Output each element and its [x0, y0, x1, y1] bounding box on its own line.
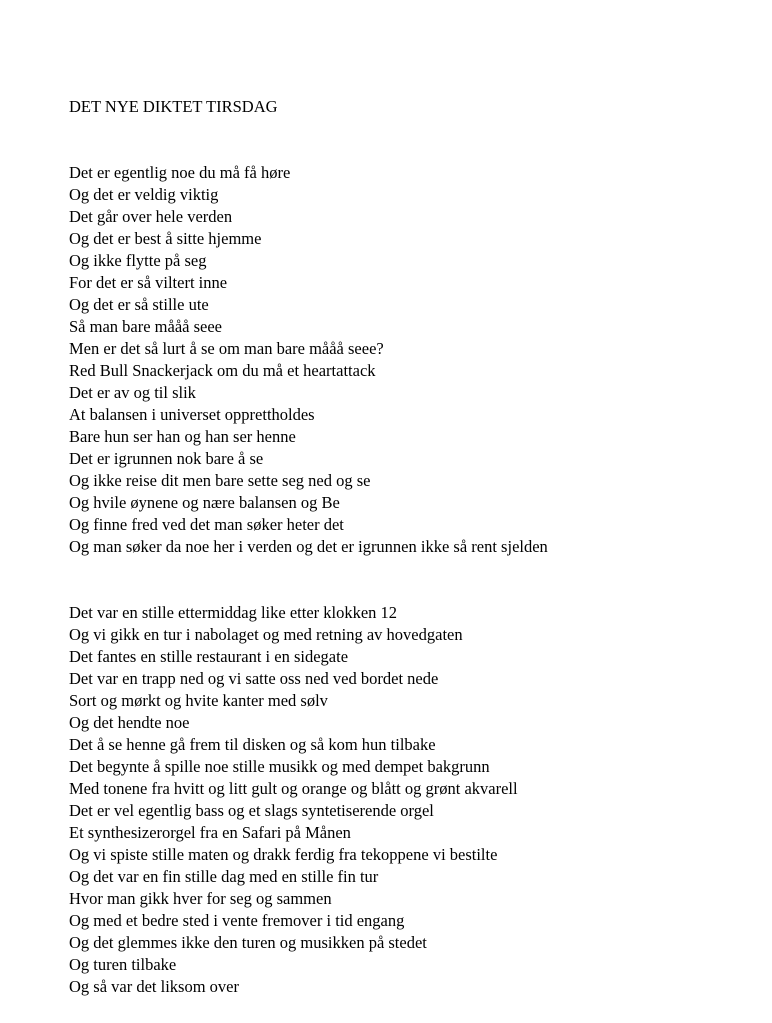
- poem-line: Og det glemmes ikke den turen og musikken på stedet: [69, 933, 427, 952]
- poem-line: Det går over hele verden: [69, 207, 233, 226]
- poem-line: Og det var en fin stille dag med en stille fin tur: [69, 867, 379, 886]
- poem-line: Og finne fred ved det man søker heter det: [69, 515, 344, 534]
- poem-line: Og med et bedre sted i vente fremover i tid engang: [69, 911, 405, 930]
- poem-line: Det var en trapp ned og vi satte oss ned ved bordet nede: [69, 669, 439, 688]
- poem-line: Sort og mørkt og hvite kanter med sølv: [69, 691, 328, 710]
- poem-title: DET NYE DIKTET TIRSDAG: [69, 97, 278, 116]
- stanza-1: [69, 162, 548, 558]
- poem-line: Hvor man gikk hver for seg og sammen: [69, 889, 332, 908]
- poem-line: Det er egentlig noe du må få høre: [69, 163, 291, 182]
- poem-line: Bare hun ser han og han ser henne: [69, 427, 296, 446]
- poem-line: Og så var det liksom over: [69, 977, 240, 996]
- poem-line: Og hvile øynene og nære balansen og Be: [69, 493, 340, 512]
- poem-line: Og ikke reise dit men bare sette seg ned og se: [69, 471, 371, 490]
- poem-line: Med tonene fra hvitt og litt gult og orange og blått og grønt akvarell: [69, 779, 518, 798]
- poem-line: Og vi gikk en tur i nabolaget og med retning av hovedgaten: [69, 625, 463, 644]
- poem-line: Og vi spiste stille maten og drakk ferdig fra tekoppene vi bestilte: [69, 845, 498, 864]
- poem-line: Og turen tilbake: [69, 955, 177, 974]
- stanza-2: [69, 602, 518, 998]
- poem-line: Det er av og til slik: [69, 383, 196, 402]
- poem-line: Det å se henne gå frem til disken og så kom hun tilbake: [69, 735, 436, 754]
- poem-line: Og det er så stille ute: [69, 295, 209, 314]
- poem-line: Det var en stille ettermiddag like etter klokken 12: [69, 603, 398, 622]
- poem-line: Det fantes en stille restaurant i en sidegate: [69, 647, 349, 666]
- poem-line: Og ikke flytte på seg: [69, 251, 207, 270]
- poem-line: Et synthesizerorgel fra en Safari på Månen: [69, 823, 351, 842]
- poem-line: Og det er best å sitte hjemme: [69, 229, 262, 248]
- poem-line: Og man søker da noe her i verden og det er igrunnen ikke så rent sjelden: [69, 537, 548, 556]
- poem-line: Og det er veldig viktig: [69, 185, 219, 204]
- poem-line: Det er vel egentlig bass og et slags syntetiserende orgel: [69, 801, 434, 820]
- poem-line: For det er så viltert inne: [69, 273, 228, 292]
- poem-line: Og det hendte noe: [69, 713, 190, 732]
- poem-line: Det begynte å spille noe stille musikk og med dempet bakgrunn: [69, 757, 490, 776]
- poem-line: At balansen i universet opprettholdes: [69, 405, 315, 424]
- poem-line: Red Bull Snackerjack om du må et heartattack: [69, 361, 376, 380]
- poem-line: Så man bare mååå seee: [69, 317, 222, 336]
- poem-line: Men er det så lurt å se om man bare mååå seee?: [69, 339, 384, 358]
- poem-line: Det er igrunnen nok bare å se: [69, 449, 264, 468]
